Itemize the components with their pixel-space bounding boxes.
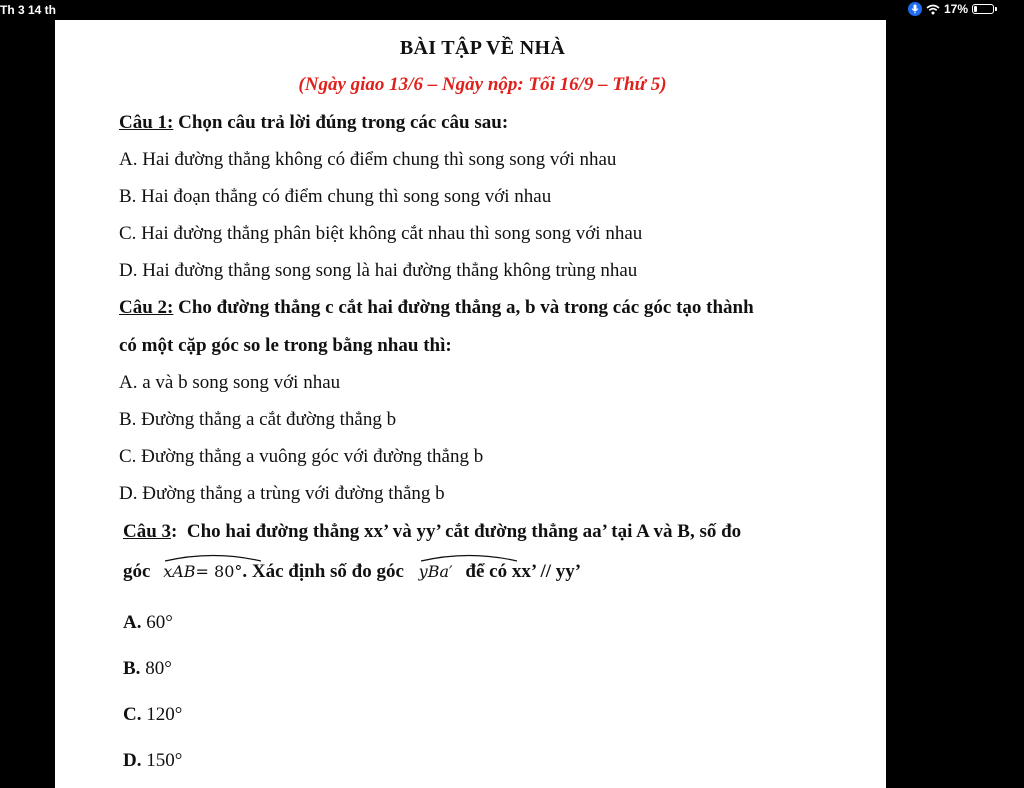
- option-value: 150°: [146, 750, 183, 771]
- question-3-goc: góc: [123, 561, 151, 582]
- angle-xab-value: = 80°: [195, 562, 243, 581]
- option-value: 120°: [146, 704, 183, 725]
- question-1-option-a: A. Hai đường thẳng không có điểm chung thì song song với nhau: [119, 149, 617, 170]
- angle-xab: [163, 558, 195, 581]
- angle-arc-icon: [419, 554, 519, 562]
- battery-icon: [972, 4, 994, 14]
- question-2-text-line1: Cho đường thẳng c cắt hai đường thẳng a, b và trong các góc tạo thành: [173, 297, 754, 318]
- document-page: [55, 20, 886, 788]
- status-time: Th 3 14 th: [0, 3, 57, 17]
- question-2-option-d: D. Đường thẳng a trùng với đường thẳng b: [119, 483, 445, 504]
- question-2-option-a: A. a và b song song với nhau: [119, 372, 341, 393]
- question-3-text-line1: Cho hai đường thẳng xx’ và yy’ cắt đường thẳng aa’ tại A và B, số đo: [177, 521, 742, 542]
- question-2-label: Câu 2:: [119, 297, 174, 318]
- question-2-option-c: C. Đường thẳng a vuông góc với đường thẳng b: [119, 446, 484, 467]
- question-1-option-c: C. Hai đường thẳng phân biệt không cắt nhau thì song song với nhau: [119, 223, 643, 244]
- question-2-option-b: B. Đường thẳng a cắt đường thẳng b: [119, 409, 397, 430]
- angle-xab-symbol: xAB: [163, 562, 196, 581]
- question-1-heading: [119, 112, 508, 134]
- question-2-heading: [119, 297, 754, 319]
- option-letter: B.: [123, 658, 141, 679]
- option-letter: D.: [123, 750, 142, 771]
- question-3-heading: [123, 521, 741, 543]
- question-1-label: Câu 1:: [119, 112, 174, 133]
- angle-yba: [419, 558, 453, 581]
- status-indicators: [908, 2, 994, 16]
- question-3-option-b: [123, 658, 172, 680]
- option-letter: C.: [123, 704, 142, 725]
- question-3-option-c: [123, 704, 182, 726]
- page-title: BÀI TẬP VỀ NHÀ: [399, 37, 566, 59]
- page-subtitle: (Ngày giao 13/6 – Ngày nộp: Tối 16/9 – Thứ 5): [298, 74, 667, 95]
- question-3-label: Câu 3: [123, 521, 172, 542]
- angle-yba-symbol: yBa′: [418, 562, 453, 581]
- battery-fill: [974, 6, 977, 12]
- question-3-text-end: để có xx’ // yy’: [465, 561, 582, 582]
- question-2-text-line2: có một cặp góc so le trong bằng nhau thì:: [119, 335, 452, 356]
- option-value: 80°: [145, 658, 172, 679]
- question-3-option-a: [123, 612, 173, 634]
- mic-icon: [908, 2, 922, 16]
- question-3-option-d: [123, 750, 182, 772]
- question-1-option-b: B. Hai đoạn thẳng có điểm chung thì song song với nhau: [119, 186, 552, 207]
- question-3-text-mid: . Xác định số đo góc: [242, 561, 404, 582]
- option-value: 60°: [146, 612, 173, 633]
- option-letter: A.: [123, 612, 142, 633]
- battery-percent: 17%: [943, 2, 968, 16]
- question-3-colon: :: [171, 521, 178, 542]
- question-1-text: Chọn câu trả lời đúng trong các câu sau:: [173, 112, 509, 133]
- wifi-icon: [926, 4, 940, 15]
- question-1-option-d: D. Hai đường thẳng song song là hai đường thẳng không trùng nhau: [119, 260, 638, 281]
- question-3-line2: [123, 558, 581, 583]
